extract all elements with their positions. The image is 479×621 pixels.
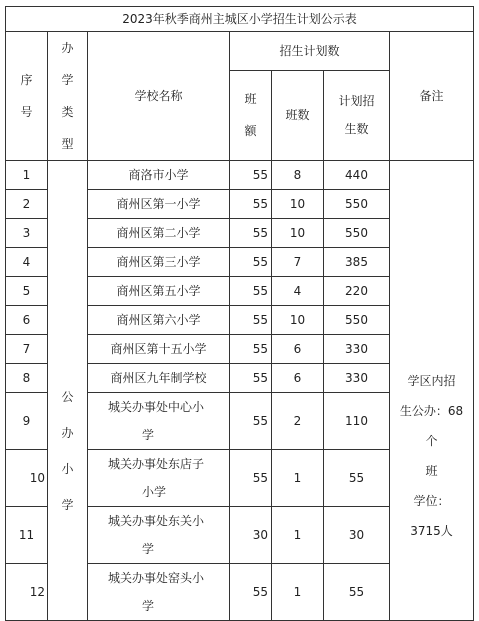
school-name: 商州区第六小学 xyxy=(88,306,230,335)
class-count: 6 xyxy=(272,335,324,364)
class-count: 10 xyxy=(272,306,324,335)
row-index: 9 xyxy=(6,393,48,450)
header-school: 学校名称 xyxy=(88,32,230,161)
school-name: 商洛市小学 xyxy=(88,161,230,190)
header-classes: 班数 xyxy=(272,70,324,160)
planned-count: 550 xyxy=(324,219,390,248)
class-size: 55 xyxy=(230,393,272,450)
row-index: 2 xyxy=(6,190,48,219)
school-name: 商州区第三小学 xyxy=(88,248,230,277)
class-count: 1 xyxy=(272,507,324,564)
planned-count: 220 xyxy=(324,277,390,306)
class-size: 55 xyxy=(230,364,272,393)
planned-count: 55 xyxy=(324,564,390,621)
school-name: 商州区九年制学校 xyxy=(88,364,230,393)
planned-count: 440 xyxy=(324,161,390,190)
class-size: 55 xyxy=(230,450,272,507)
class-count: 4 xyxy=(272,277,324,306)
table-row xyxy=(6,161,474,190)
class-count: 2 xyxy=(272,393,324,450)
school-name: 商州区第一小学 xyxy=(88,190,230,219)
class-count: 7 xyxy=(272,248,324,277)
class-size: 55 xyxy=(230,161,272,190)
row-index: 8 xyxy=(6,364,48,393)
planned-count: 30 xyxy=(324,507,390,564)
planned-count: 385 xyxy=(324,248,390,277)
row-index: 7 xyxy=(6,335,48,364)
school-name: 城关办事处中心小 学 xyxy=(88,393,230,450)
header-type: 办学类型 xyxy=(48,32,88,161)
row-index: 11 xyxy=(6,507,48,564)
planned-count: 110 xyxy=(324,393,390,450)
school-name: 城关办事处东关小 学 xyxy=(88,507,230,564)
header-remark: 备注 xyxy=(390,32,474,161)
class-size: 55 xyxy=(230,190,272,219)
header-plan-group: 招生计划数 xyxy=(230,32,390,71)
school-name: 商州区第二小学 xyxy=(88,219,230,248)
class-count: 1 xyxy=(272,564,324,621)
class-count: 1 xyxy=(272,450,324,507)
row-index: 3 xyxy=(6,219,48,248)
school-name: 城关办事处窑头小 学 xyxy=(88,564,230,621)
planned-count: 550 xyxy=(324,190,390,219)
class-size: 55 xyxy=(230,277,272,306)
school-name: 商州区第五小学 xyxy=(88,277,230,306)
planned-count: 55 xyxy=(324,450,390,507)
class-size: 55 xyxy=(230,248,272,277)
table-title: 2023年秋季商州主城区小学招生计划公示表 xyxy=(6,7,474,32)
row-index: 6 xyxy=(6,306,48,335)
school-name: 商州区第十五小学 xyxy=(88,335,230,364)
class-size: 55 xyxy=(230,335,272,364)
class-size: 55 xyxy=(230,306,272,335)
row-index: 1 xyxy=(6,161,48,190)
planned-count: 330 xyxy=(324,335,390,364)
class-count: 6 xyxy=(272,364,324,393)
class-count: 10 xyxy=(272,219,324,248)
class-size: 55 xyxy=(230,564,272,621)
remark-cell: 学区内招 生公办：68个 班 学位： 3715人 xyxy=(390,161,474,621)
planned-count: 330 xyxy=(324,364,390,393)
class-count: 8 xyxy=(272,161,324,190)
class-count: 10 xyxy=(272,190,324,219)
planned-count: 550 xyxy=(324,306,390,335)
header-planned: 计划招生数 xyxy=(324,70,390,160)
row-index: 12 xyxy=(6,564,48,621)
row-index: 10 xyxy=(6,450,48,507)
class-size: 55 xyxy=(230,219,272,248)
row-index: 5 xyxy=(6,277,48,306)
row-index: 4 xyxy=(6,248,48,277)
school-type-cell: 公办小学 xyxy=(48,161,88,621)
header-class-size: 班额 xyxy=(230,70,272,160)
class-size: 30 xyxy=(230,507,272,564)
school-name: 城关办事处东店子 小学 xyxy=(88,450,230,507)
header-index: 序号 xyxy=(6,32,48,161)
enrollment-plan-table xyxy=(5,6,474,621)
